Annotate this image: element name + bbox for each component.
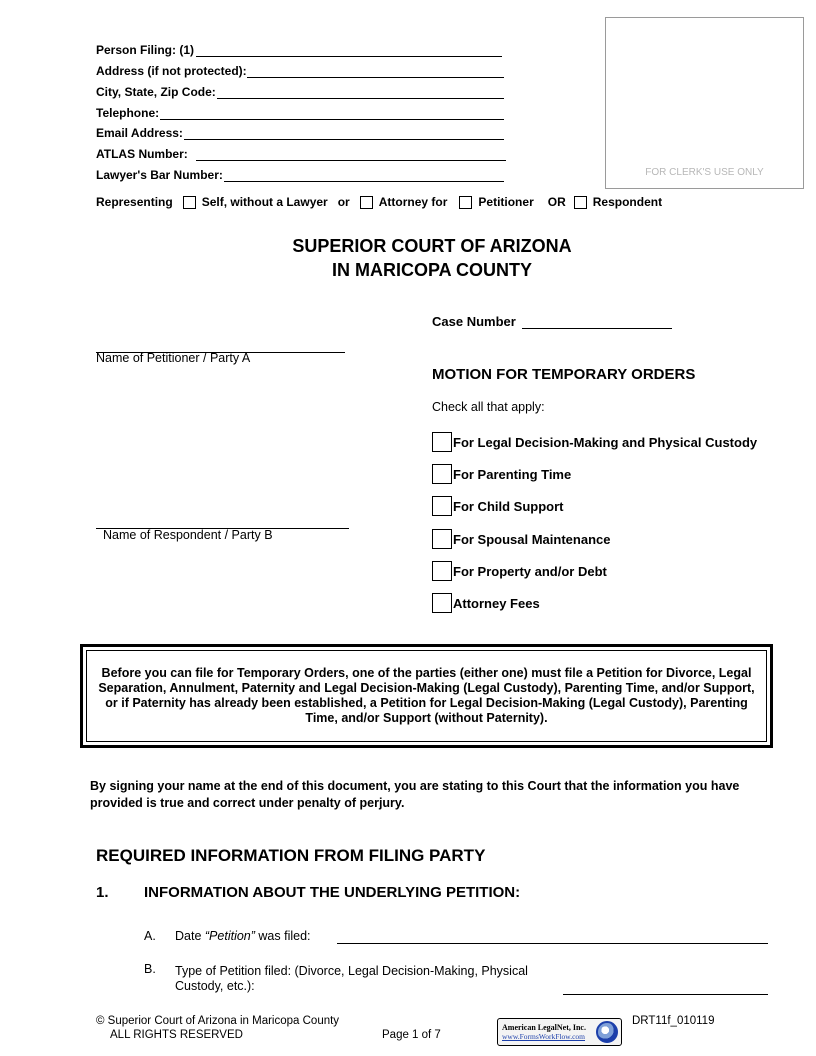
notice-inner-border (86, 650, 767, 742)
item-a-post: was filed: (254, 929, 311, 943)
bar-number-label: Lawyer's Bar Number: (96, 168, 223, 182)
court-title-line1: SUPERIOR COURT OF ARIZONA (292, 236, 572, 256)
option-label: Attorney Fees (453, 595, 540, 611)
self-checkbox[interactable] (183, 196, 196, 209)
footer-form-code: DRT11f_010119 (632, 1015, 715, 1027)
petition-type-field[interactable] (563, 994, 768, 995)
case-number-label: Case Number (432, 314, 516, 329)
attorney-label: Attorney for (378, 195, 448, 209)
option-label: For Legal Decision-Making and Physical Custody (453, 434, 758, 450)
person-filing-field[interactable] (196, 56, 502, 57)
petitioner-label: Petitioner (478, 195, 534, 209)
telephone-label: Telephone: (96, 106, 160, 120)
option-child-support (432, 496, 563, 516)
respondent-checkbox[interactable] (574, 196, 587, 209)
check-all-instruction: Check all that apply: (432, 400, 545, 414)
option-legal-decision-making (432, 432, 757, 452)
item-b-line1: Type of Petition filed: (Divorce, Legal Decision-Making, Physical (175, 964, 528, 978)
city-state-zip-field[interactable] (217, 98, 504, 99)
perjury-statement: By signing your name at the end of this document, you are stating to this Court that the information you have provided is true and correct under penalty of perjury. (90, 779, 740, 810)
address-field[interactable] (247, 77, 504, 78)
self-label: Self, without a Lawyer (201, 195, 328, 209)
option-label: For Child Support (453, 498, 564, 514)
notice-box (80, 644, 773, 748)
representing-row (96, 195, 662, 209)
person-filing-label: Person Filing: (1) (96, 43, 195, 57)
option-label: For Parenting Time (453, 466, 572, 482)
option-attorney-fees (432, 593, 540, 613)
globe-icon (596, 1021, 618, 1043)
option-property-debt (432, 561, 607, 581)
clerk-use-box (605, 17, 804, 189)
atlas-number-label: ATLAS Number: (96, 147, 188, 161)
item-a-label (175, 929, 311, 943)
item-a-letter: A. (144, 929, 156, 943)
petitioner-name-label: Name of Petitioner / Party A (96, 351, 251, 365)
logo-url[interactable]: www.FormsWorkFlow.com (502, 1032, 586, 1041)
email-field[interactable] (184, 139, 504, 140)
footer-rights: ALL RIGHTS RESERVED (110, 1029, 243, 1041)
attorney-checkbox[interactable] (360, 196, 373, 209)
notice-text: Before you can file for Temporary Orders, one of the parties (either one) must file a Petition for Divorce, Legal Separation, Annulment, Paternity and Legal Decision-Making (Legal Custody), Parenting Time, and/or Support, or if Paternity has already been established, a Petition for Legal Decision-Making (Legal Custody), Parenting Time, and/or Support (without Paternity). (98, 666, 755, 725)
city-state-zip-label: City, State, Zip Code: (96, 85, 216, 99)
address-label: Address (if not protected): (96, 64, 247, 78)
section-1-title: INFORMATION ABOUT THE UNDERLYING PETITION: (144, 884, 521, 901)
petition-date-field[interactable] (337, 943, 768, 944)
option-label: For Spousal Maintenance (453, 531, 611, 547)
respondent-label: Respondent (592, 195, 663, 209)
telephone-field[interactable] (160, 119, 504, 120)
item-b-line2: Custody, etc.): (175, 979, 255, 993)
american-legalnet-logo (497, 1018, 622, 1046)
option-spousal-maintenance (432, 529, 610, 549)
logo-words (502, 1023, 586, 1041)
child-support-checkbox[interactable] (432, 496, 452, 516)
footer-page-number: Page 1 of 7 (382, 1029, 441, 1041)
email-label: Email Address: (96, 126, 183, 140)
bar-number-field[interactable] (224, 181, 504, 182)
footer-copyright: © Superior Court of Arizona in Maricopa County (96, 1015, 340, 1027)
case-number-field[interactable] (522, 328, 672, 329)
required-info-heading: REQUIRED INFORMATION FROM FILING PARTY (96, 846, 486, 865)
or-text: or (337, 195, 350, 209)
option-parenting-time (432, 464, 571, 484)
court-title (0, 234, 816, 282)
spousal-maintenance-checkbox[interactable] (432, 529, 452, 549)
item-a-pre: Date (175, 929, 205, 943)
court-title-line2: IN MARICOPA COUNTY (332, 260, 532, 280)
petitioner-checkbox[interactable] (459, 196, 472, 209)
clerk-use-label: FOR CLERK'S USE ONLY (645, 167, 764, 178)
attorney-fees-checkbox[interactable] (432, 593, 452, 613)
option-label: For Property and/or Debt (453, 563, 607, 579)
atlas-number-field[interactable] (196, 160, 506, 161)
property-debt-checkbox[interactable] (432, 561, 452, 581)
legal-decision-making-checkbox[interactable] (432, 432, 452, 452)
parenting-time-checkbox[interactable] (432, 464, 452, 484)
or-upper-text: OR (547, 195, 566, 209)
section-1-number: 1. (96, 884, 109, 901)
respondent-name-label: Name of Respondent / Party B (103, 528, 273, 542)
item-b-letter: B. (144, 962, 156, 976)
item-a-italic: “Petition” (204, 929, 255, 943)
logo-company-name: American LegalNet, Inc. (502, 1023, 586, 1032)
representing-label: Representing (96, 195, 173, 209)
motion-title: MOTION FOR TEMPORARY ORDERS (432, 366, 696, 383)
